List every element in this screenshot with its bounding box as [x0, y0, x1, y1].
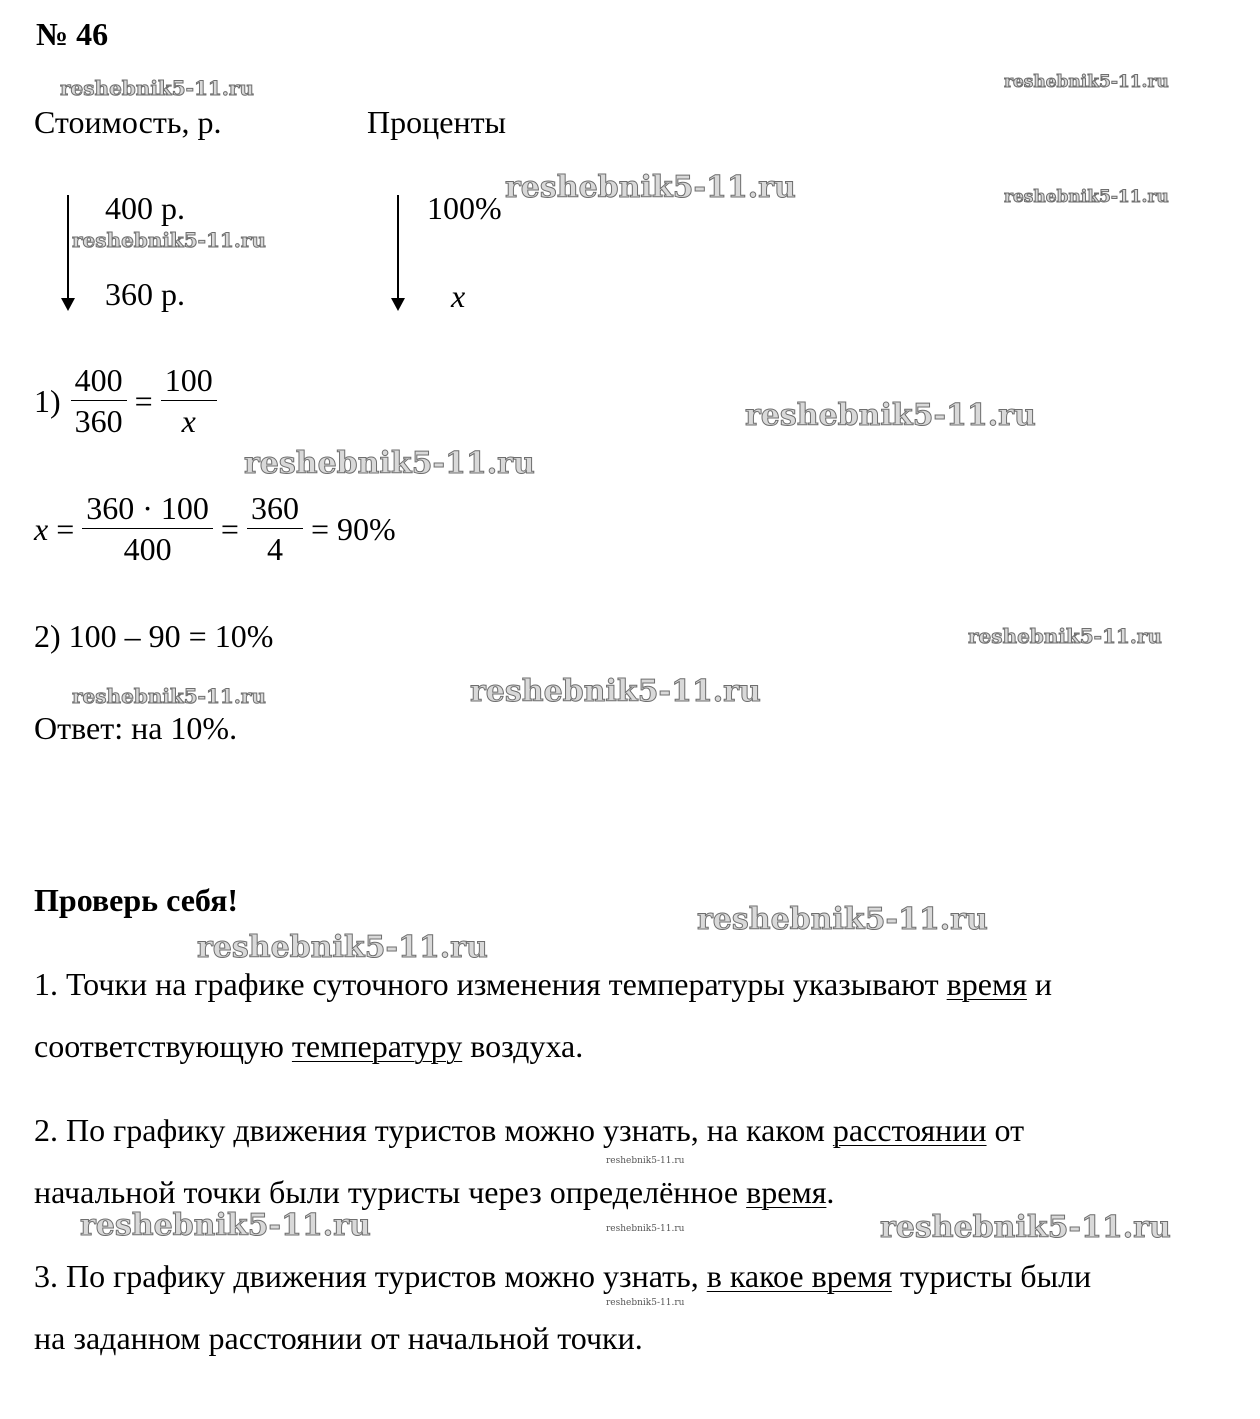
fraction: $\frac{360 \cdot 100}{400}$	[82, 492, 213, 565]
fraction: $\frac{100}{x}$	[161, 364, 217, 437]
question-3-line2: на заданном расстоянии от начальной точки.	[34, 1320, 643, 1356]
header-cost: Стоимость, р.	[34, 104, 222, 140]
question-1: 1. Точки на графике суточного изменения температуры указывают время и	[34, 966, 1053, 1002]
question-1-line2: соответствующую температуру воздуха.	[34, 1028, 584, 1064]
watermark: reshebnik5-11.ru	[1004, 187, 1169, 207]
watermark: reshebnik5-11.ru	[72, 684, 266, 708]
watermark: reshebnik5-11.ru	[697, 902, 988, 937]
solution: x = $\frac{360 \cdot 100}{400}$ = $\frac{360}{4}$ = 90%	[34, 490, 396, 567]
watermark: reshebnik5-11.ru	[470, 674, 761, 709]
watermark: reshebnik5-11.ru	[80, 1208, 371, 1243]
header-percent: Проценты	[367, 104, 507, 140]
problem-number: № 46	[36, 16, 109, 52]
fraction: $\frac{400}{360}$	[71, 364, 127, 437]
question-3: 3. По графику движения туристов можно узнать, в какое время туристы были	[34, 1258, 1092, 1294]
watermark: reshebnik5-11.ru	[1004, 72, 1169, 92]
step2: 2) 100 – 90 = 10%	[34, 618, 274, 654]
cost-top: 400 р.	[105, 190, 185, 226]
watermark: reshebnik5-11.ru	[745, 398, 1036, 433]
watermark: reshebnik5-11.ru	[606, 1224, 685, 1234]
watermark: reshebnik5-11.ru	[606, 1156, 685, 1166]
proportion: 1) $\frac{400}{360}$ = $\frac{100}{x}$	[34, 364, 217, 437]
watermark: reshebnik5-11.ru	[606, 1298, 685, 1308]
watermark: reshebnik5-11.ru	[880, 1210, 1171, 1245]
fraction: $\frac{360}{4}$	[247, 492, 303, 565]
check-title: Проверь себя!	[34, 882, 239, 918]
watermark: reshebnik5-11.ru	[505, 170, 796, 205]
watermark: reshebnik5-11.ru	[968, 624, 1162, 648]
percent-bottom: x	[451, 278, 466, 314]
question-2: 2. По графику движения туристов можно узнать, на каком расстоянии от	[34, 1112, 1025, 1148]
watermark: reshebnik5-11.ru	[60, 76, 254, 100]
answer: Ответ: на 10%.	[34, 710, 238, 746]
cost-bottom: 360 р.	[105, 276, 185, 312]
watermark: reshebnik5-11.ru	[244, 446, 535, 481]
question-2-line2: начальной точки были туристы через определённое время.	[34, 1174, 835, 1210]
watermark: reshebnik5-11.ru	[197, 930, 488, 965]
watermark: reshebnik5-11.ru	[72, 228, 266, 252]
arrow-down-icon	[67, 195, 69, 299]
arrow-down-icon	[397, 195, 399, 299]
step1-label: 1)	[34, 382, 61, 419]
percent-top: 100%	[427, 190, 502, 226]
